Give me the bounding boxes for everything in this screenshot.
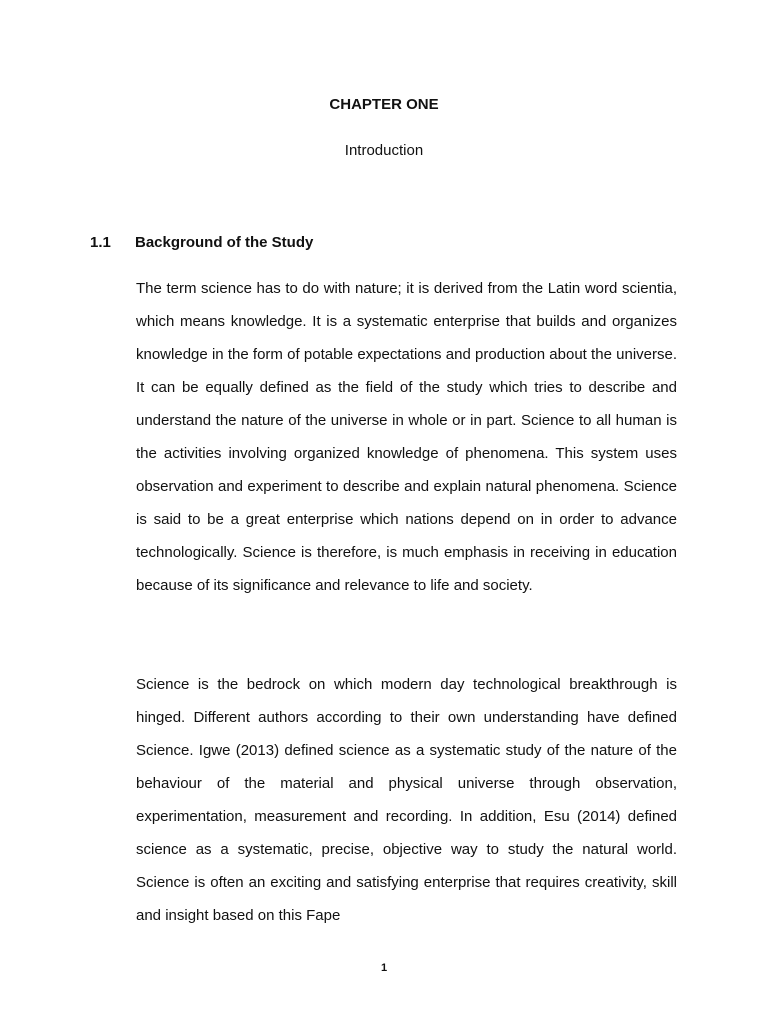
- section-heading: [90, 233, 313, 253]
- page-number: 1: [380, 962, 388, 974]
- section-number: 1.1: [90, 234, 111, 251]
- paragraph-2: Science is the bedrock on which modern day technological breakthrough is hinged. Different authors according to their own understanding have defined Science. Igwe (2013) defined science as a systematic study of the nature of the behaviour of the material and physical universe through observation, experimentation, measurement and recording. In addition, Esu (2014) defined science as a systematic, precise, objective way to study the natural world. Science is often an exciting and satisfying enterprise that requires creativity, skill and insight based on this Fape: [136, 676, 677, 924]
- chapter-subtitle: Introduction: [344, 142, 424, 159]
- chapter-title: CHAPTER ONE: [329, 96, 439, 113]
- paragraph-1: The term science has to do with nature; it is derived from the Latin word scientia, which means knowledge. It is a systematic enterprise that builds and organizes knowledge in the form of potable expectations and production about the universe. It can be equally defined as the field of the study which tries to describe and understand the nature of the universe in whole or in part. Science to all human is the activities involving organized knowledge of phenomena. This system uses observation and experiment to describe and explain natural phenomena. Science is said to be a great enterprise which nations depend on in order to advance technologically. Science is therefore, is much emphasis in receiving in education because of its significance and relevance to life and society.: [136, 280, 677, 594]
- section-title: Background of the Study: [135, 234, 314, 251]
